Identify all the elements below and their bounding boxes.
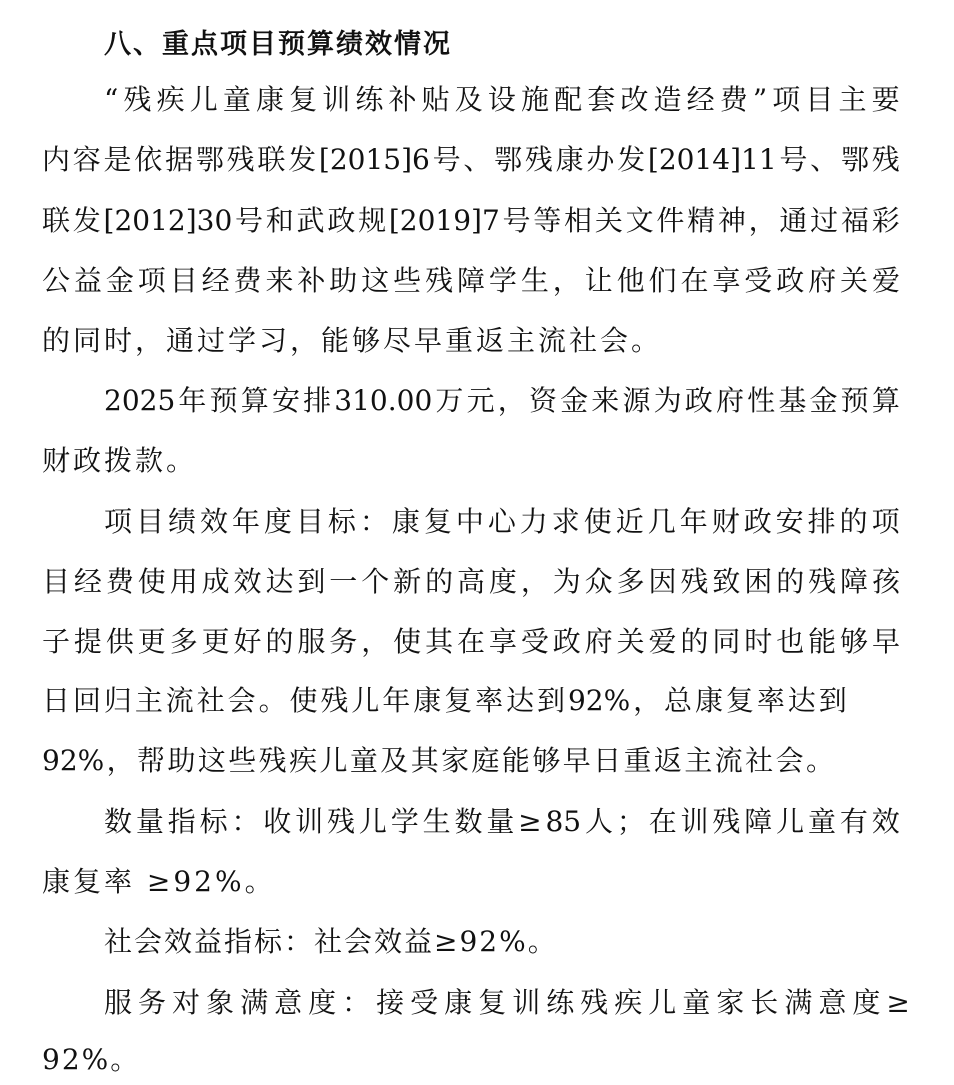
paragraph-2-line-1: 2025 年 预 算 安 排 310.00 万 元 ， 资 金 来 源 为 政 府 性 基 金 预 算 — [104, 384, 900, 417]
paragraph-1-line-4: 公 益 金 项 目 经 费 来 补 助 这 些 残 障 学 生 ， 让 他 们 在 享 受 政 府 关 爱 — [42, 264, 900, 297]
section-heading: 八、重点项目预算绩效情况 — [104, 29, 452, 60]
paragraph-3-line-2: 目 经 费 使 用 成 效 达 到 一 个 新 的 高 度 ， 为 众 多 因 残 致 困 的 残 障 孩 — [42, 565, 900, 598]
paragraph-2-line-2: 财政拨款。 — [42, 444, 198, 477]
paragraph-4-line-1: 数 量 指 标 ： 收 训 残 儿 学 生 数 量 ≥ 85 人 ； 在 训 残 障 儿 童 有 效 — [104, 805, 900, 838]
paragraph-6-line-1: 服 务 对 象 满 意 度 ： 接 受 康 复 训 练 残 疾 儿 童 家 长 满 意 度 ≥ — [104, 986, 910, 1019]
paragraph-1-line-1: “ 残 疾 儿 童 康 复 训 练 补 贴 及 设 施 配 套 改 造 经 费 ” 项 目 主 要 — [104, 83, 900, 116]
paragraph-3-line-3: 子 提 供 更 多 更 好 的 服 务 ， 使 其 在 享 受 政 府 关 爱 的 同 时 也 能 够 早 — [42, 625, 900, 658]
paragraph-3-line-1: 项 目 绩 效 年 度 目 标 ： 康 复 中 心 力 求 使 近 几 年 财 政 安 排 的 项 — [104, 505, 900, 538]
paragraph-4-line-2: 康复率 ≥92%。 — [42, 865, 276, 898]
paragraph-1-line-2: 内 容 是 依 据 鄂 残 联 发 [2015]6 号 、 鄂 残 康 办 发 [2014]11 号 、 鄂 残 — [42, 143, 900, 176]
paragraph-5-line-1: 社会效益指标：社会效益≥92%。 — [104, 925, 558, 958]
paragraph-3-line-5: 92% ， 帮 助 这 些 残 疾 儿 童 及 其 家 庭 能 够 早 日 重 返 主 流 社 会 。 — [42, 744, 834, 777]
paragraph-6-line-2: 92%。 — [42, 1043, 141, 1076]
paragraph-1-line-3: 联 发 [2012]30 号 和 武 政 规 [2019]7 号 等 相 关 文 件 精 神 ， 通 过 福 彩 — [42, 204, 900, 237]
paragraph-1-line-5: 的同时，通过学习，能够尽早重返主流社会。 — [42, 324, 663, 357]
paragraph-3-line-4: 日 回 归 主 流 社 会 。 使 残 儿 年 康 复 率 达 到 92% ， 总 康 复 率 达 到 — [42, 684, 847, 717]
